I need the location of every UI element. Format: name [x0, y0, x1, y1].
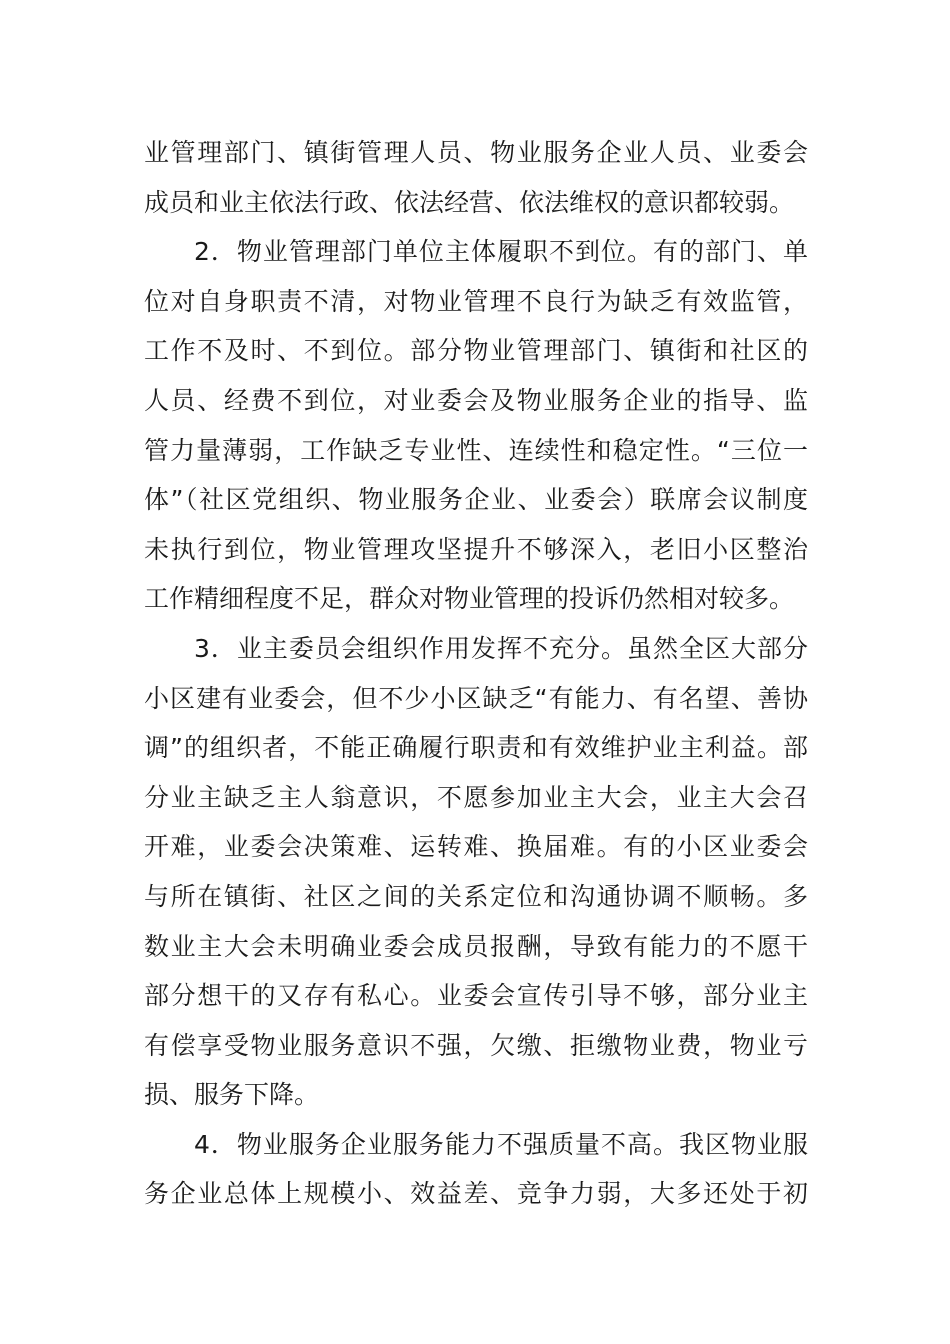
- text-line: 与所在镇街、社区之间的关系定位和沟通协调不顺畅。多: [144, 881, 808, 911]
- text-line: 3．业主委员会组织作用发挥不充分。虽然全区大部分: [194, 633, 808, 663]
- text-line: 成员和业主依法行政、依法经营、依法维权的意识都较弱。: [144, 187, 795, 217]
- text-line: 调”的组织者，不能正确履行职责和有效维护业主利益。部: [144, 733, 808, 763]
- text-line: 损、服务下降。: [144, 1080, 320, 1110]
- text-line: 工作精细程度不足，群众对物业管理的投诉仍然相对较多。: [144, 584, 795, 614]
- text-line: 小区建有业委会，但不少小区缺乏“有能力、有名望、善协: [144, 683, 808, 713]
- text-line: 人员、经费不到位，对业委会及物业服务企业的指导、监: [144, 385, 808, 415]
- document-body: [144, 128, 808, 1219]
- text-line: 未执行到位，物业管理攻坚提升不够深入，老旧小区整治: [144, 534, 808, 564]
- text-line: 管力量薄弱，工作缺乏专业性、连续性和稳定性。“三位一: [144, 435, 808, 465]
- text-line: 业管理部门、镇街管理人员、物业服务企业人员、业委会: [144, 138, 808, 167]
- text-line: 2．物业管理部门单位主体履职不到位。有的部门、单: [194, 237, 808, 267]
- text-line: 4．物业服务企业服务能力不强质量不高。我区物业服: [194, 1129, 808, 1159]
- text-line: 部分想干的又存有私心。业委会宣传引导不够，部分业主: [144, 981, 808, 1011]
- text-line: 开难，业委会决策难、运转难、换届难。有的小区业委会: [144, 832, 808, 862]
- text-line: 有偿享受物业服务意识不强，欠缴、拒缴物业费，物业亏: [144, 1030, 808, 1060]
- text-line: 体”（社区党组织、物业服务企业、业委会）联席会议制度: [144, 485, 808, 515]
- text-line: 工作不及时、不到位。部分物业管理部门、镇街和社区的: [144, 336, 808, 366]
- text-line: 分业主缺乏主人翁意识，不愿参加业主大会，业主大会召: [144, 782, 808, 812]
- text-line: 位对自身职责不清，对物业管理不良行为缺乏有效监管，: [144, 286, 808, 316]
- text-line: 数业主大会未明确业委会成员报酬，导致有能力的不愿干: [144, 931, 808, 961]
- text-line: 务企业总体上规模小、效益差、竞争力弱，大多还处于初: [144, 1179, 808, 1209]
